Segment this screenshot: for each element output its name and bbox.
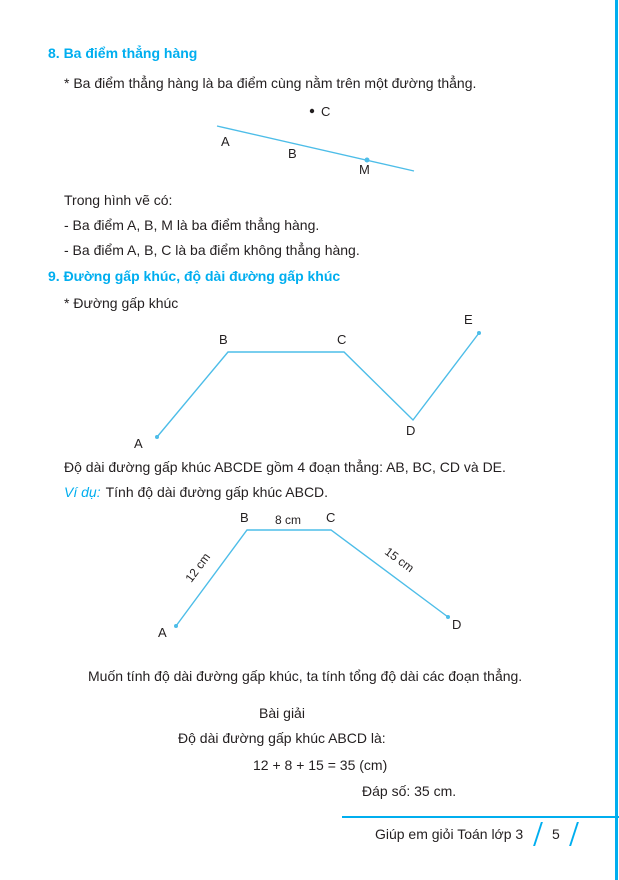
endpoint-a-dot — [155, 435, 159, 439]
endpoint-d-dot — [446, 615, 450, 619]
figure-polyline-abcde — [0, 310, 619, 458]
segment-label-ab: 12 cm — [182, 550, 214, 585]
point-label-d: D — [452, 617, 462, 632]
section-9-heading: 9. Đường gấp khúc, độ dài đường gấp khúc — [48, 268, 341, 284]
page-number-box — [533, 822, 579, 846]
figure-polyline-abcd — [0, 505, 619, 655]
section-8-item-1: - Ba điểm A, B, M là ba điểm thẳng hàng. — [64, 217, 320, 233]
endpoint-e-dot — [477, 331, 481, 335]
section-8-item-2: - Ba điểm A, B, C là ba điểm không thẳng hàng. — [64, 242, 360, 258]
example-label: Ví dụ: — [64, 484, 101, 500]
solution-title: Bài giải — [259, 705, 305, 721]
point-label-b: B — [288, 146, 297, 161]
point-c-dot — [310, 109, 314, 113]
point-label-a: A — [134, 436, 143, 451]
book-title: Giúp em giỏi Toán lớp 3 — [374, 825, 524, 842]
point-label-m: M — [359, 162, 370, 177]
segment-label-cd: 15 cm — [382, 544, 417, 576]
point-label-c: C — [321, 104, 331, 119]
section-9-length-text: Độ dài đường gấp khúc ABCDE gồm 4 đoạn thẳng: AB, BC, CD và DE. — [64, 459, 506, 475]
polyline-abcde — [157, 333, 479, 437]
polyline-abcd — [176, 530, 448, 626]
example-text: Tính độ dài đường gấp khúc ABCD. — [105, 484, 329, 500]
section-9-example — [64, 484, 328, 501]
section-8-heading: 8. Ba điểm thẳng hàng — [48, 45, 198, 61]
section-9-rule: Muốn tính độ dài đường gấp khúc, ta tính tổng độ dài các đoạn thẳng. — [88, 668, 523, 684]
point-label-d: D — [406, 423, 416, 438]
point-label-c: C — [337, 332, 347, 347]
section-8-intro: * Ba điểm thẳng hàng là ba điểm cùng nằm trên một đường thẳng. — [64, 75, 477, 91]
point-label-b: B — [219, 332, 228, 347]
solution-line-1: Độ dài đường gấp khúc ABCD là: — [178, 730, 386, 746]
page-footer — [342, 816, 619, 849]
solution-answer: Đáp số: 35 cm. — [362, 783, 457, 799]
point-label-a: A — [221, 134, 230, 149]
endpoint-a-dot — [174, 624, 178, 628]
collinear-line — [217, 126, 414, 171]
section-9-subheading: * Đường gấp khúc — [64, 295, 179, 311]
section-8-caption: Trong hình vẽ có: — [64, 192, 173, 208]
point-label-a: A — [158, 625, 167, 640]
point-label-e: E — [464, 312, 473, 327]
figure-collinear-points — [0, 95, 619, 187]
page-number: 5 — [552, 825, 560, 842]
solution-line-2: 12 + 8 + 15 = 35 (cm) — [253, 757, 388, 773]
segment-label-bc: 8 cm — [274, 513, 302, 527]
point-label-c: C — [326, 510, 336, 525]
point-label-b: B — [240, 510, 249, 525]
